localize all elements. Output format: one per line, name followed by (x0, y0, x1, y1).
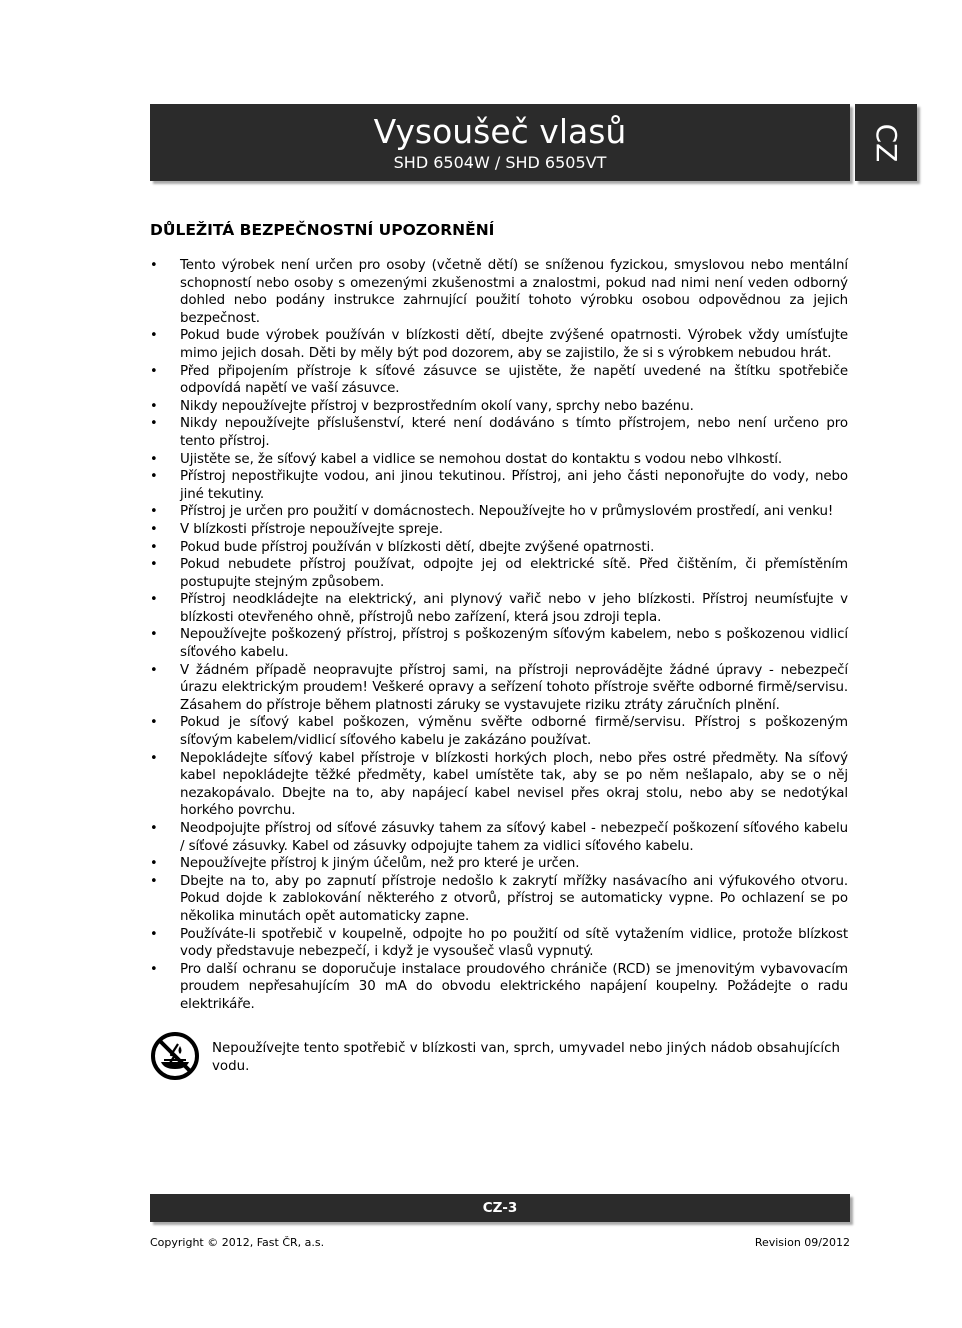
list-item-text: Neodpojujte přístroj od síťové zásuvky tahem za síťový kabel - nebezpečí poškození síťového kabelu / síťové zásuvky. Kabel od zásuvky odpojujte tahem za vidlici síťového kabelu. (180, 821, 848, 854)
model-numbers: SHD 6504W / SHD 6505VT (393, 153, 607, 172)
list-item-text: Pokud bude přístroj používán v blízkosti dětí, dbejte zvýšené opatrnosti. (180, 539, 655, 555)
list-item (150, 820, 848, 855)
list-item (150, 556, 848, 591)
bullet-point: • (150, 504, 158, 520)
list-item-text: Pokud nebudete přístroj používat, odpojte jej od elektrické sítě. Před čištěním, či přemístěním postupujte stejným způsobem. (180, 557, 848, 590)
bullet-point: • (150, 539, 158, 555)
list-item-text: V blízkosti přístroje nepoužívejte spreje. (180, 521, 443, 537)
page-number: CZ-3 (482, 1200, 518, 1216)
list-item-text: Přístroj neodkládejte na elektrický, ani plynový vařič nebo v jeho blízkosti. Přístroj neumísťujte v blízkosti otevřeného ohně, přístrojů nebo zařízení, která jsou zdroji tepla. (180, 592, 848, 625)
bullet-point: • (150, 821, 158, 836)
no-water-icon (150, 1031, 200, 1081)
list-item (150, 451, 848, 469)
list-item-text: Nepoužívejte přístroj k jiným účelům, než pro které je určen. (180, 856, 580, 872)
list-item-text: Nikdy nepoužívejte přístroj v bezprostředním okolí vany, sprchy nebo bazénu. (180, 398, 694, 414)
bullet-point: • (150, 363, 158, 379)
bullet-point: • (150, 451, 158, 467)
list-item-text: Přístroj nepostřikujte vodou, ani jinou tekutinou. Přístroj, ani jeho části neponořujte do vody, nebo jiné tekutiny. (180, 469, 848, 502)
list-item (150, 750, 848, 820)
list-item-text: Nikdy nepoužívejte příslušenství, které není dodáváno s tímto přístrojem, nebo není určeno pro tento přístroj. (180, 416, 848, 449)
list-item (150, 521, 848, 539)
document-title: Vysoušeč vlasů (373, 112, 627, 151)
bullet-point: • (150, 469, 158, 485)
bullet-point: • (150, 328, 158, 344)
water-warning-text: Nepoužívejte tento spotřebič v blízkosti van, sprch, umyvadel nebo jiných nádob obsahujících vodu. (212, 1041, 840, 1074)
bullet-point: • (150, 662, 158, 678)
list-item-text: Pokud bude výrobek používán v blízkosti dětí, dbejte zvýšené opatrnosti. Výrobek vždy umísťujte mimo jejich dosah. Děti by měly být pod dozorem, aby se zajistilo, že si s výrobkem nebudou hrát. (180, 328, 848, 361)
section-heading: DŮLEŽITÁ BEZPEČNOSTNÍ UPOZORNĚNÍ (150, 221, 495, 239)
list-item-text: Pokud je síťový kabel poškozen, výměnu svěřte odborné firmě/servisu. Přístroj s poškozeným síťovým kabelem/vidlicí síťového kabelu je zakázáno používat. (180, 715, 848, 749)
list-item (150, 873, 848, 926)
list-item (150, 327, 848, 362)
list-item (150, 257, 848, 327)
list-item (150, 662, 848, 715)
list-item-text: Před připojením přístroje k síťové zásuvce se ujistěte, že napětí uvedené na štítku spotřebiče odpovídá napětí ve vaší zásuvce. (180, 363, 848, 397)
language-tab (855, 104, 917, 181)
list-item-text: Používáte-li spotřebič v koupelně, odpojte ho po použití od sítě vytažením vidlice, protože blízkost vody představuje nebezpečí, i když je vysoušeč vlasů vypnutý. (180, 926, 848, 960)
bullet-point: • (150, 592, 158, 608)
list-item (150, 961, 848, 1014)
bullet-point: • (150, 416, 158, 432)
language-tab-label: CZ (870, 123, 903, 162)
copyright-notice: Copyright © 2012, Fast ČR, a.s. (150, 1236, 325, 1249)
list-item-text: Ujistěte se, že síťový kabel a vidlice se nemohou dostat do kontaktu s vodou nebo vlhkostí. (180, 451, 783, 467)
list-item (150, 926, 848, 961)
list-item (150, 468, 848, 503)
revision-label: Revision 09/2012 (754, 1236, 850, 1249)
bullet-point: • (150, 557, 158, 573)
bullet-point: • (150, 521, 158, 537)
list-item-text: Pro další ochranu se doporučuje instalace proudového chrániče (RCD) se jmenovitým vybavovacím proudem nepřesahujícím 30 mA do obvodu elektrického napájení koupelny. Požádejte o radu elektrikáře. (180, 961, 848, 1012)
bullet-point: • (150, 856, 158, 872)
list-item (150, 415, 848, 450)
list-item (150, 855, 848, 873)
bullet-point: • (150, 258, 158, 273)
bullet-point: • (150, 961, 158, 977)
list-item (150, 591, 848, 626)
list-item-text: Nepoužívejte poškozený přístroj, přístroj s poškozeným síťovým kabelem, nebo s poškozenou vidlicí síťového kabelu. (180, 627, 848, 661)
safety-warnings-list (150, 257, 848, 1014)
bullet-point: • (150, 398, 158, 414)
list-item-text: Nepokládejte síťový kabel přístroje v blízkosti horkých ploch, nebo přes ostré předměty. Na síťový kabel nepokládejte těžké předměty, kabel umístěte tak, aby se po něm nešlapalo, aby se o něj nezakopávalo. Dbejte na to, aby napájecí kabel nevisel přes okraj stolu, nebo aby se nedotýkal horkého povrchu. (180, 750, 848, 819)
bullet-point: • (150, 627, 158, 643)
bullet-point: • (150, 873, 158, 889)
list-item (150, 714, 848, 749)
bullet-point: • (150, 750, 158, 766)
list-item (150, 539, 848, 557)
header-bar (150, 104, 850, 181)
bullet-point: • (150, 926, 158, 942)
list-item (150, 398, 848, 416)
list-item (150, 503, 848, 521)
footer-bar (150, 1194, 850, 1222)
water-warning-note (150, 1031, 848, 1083)
list-item-text: Dbejte na to, aby po zapnutí přístroje nedošlo k zakrytí mřížky nasávacího ani výfukového otvoru. Pokud dojde k zablokování některého z otvorů, přístroj se automaticky vypne. Po ochlazení se po několika minutách opět automaticky zapne. (180, 873, 848, 924)
bullet-point: • (150, 715, 158, 731)
list-item-text: V žádném případě neopravujte přístroj sami, na přístroji neprovádějte žádné úpravy - nebezpečí úrazu elektrickým proudem! Veškeré opravy a seřízení tohoto přístroje svěřte odborné firmě/servisu. Zásahem do přístroje během platnosti záruky se vystavujete riziku ztráty záručních plnění. (180, 662, 848, 713)
list-item (150, 363, 848, 398)
list-item-text: Tento výrobek není určen pro osoby (včetně dětí) se sníženou fyzickou, smyslovou nebo mentální schopností nebo osoby s omezenými zkušenostmi a znalostmi, pokud nad nimi není veden odborný dohled nebo podány instrukce zahrnující použití tohoto výrobku osobou odpovědnou za jejich bezpečnost. (180, 258, 848, 326)
list-item (150, 626, 848, 661)
list-item-text: Přístroj je určen pro použití v domácnostech. Nepoužívejte ho v průmyslovém prostředí, ani venku! (180, 504, 834, 520)
